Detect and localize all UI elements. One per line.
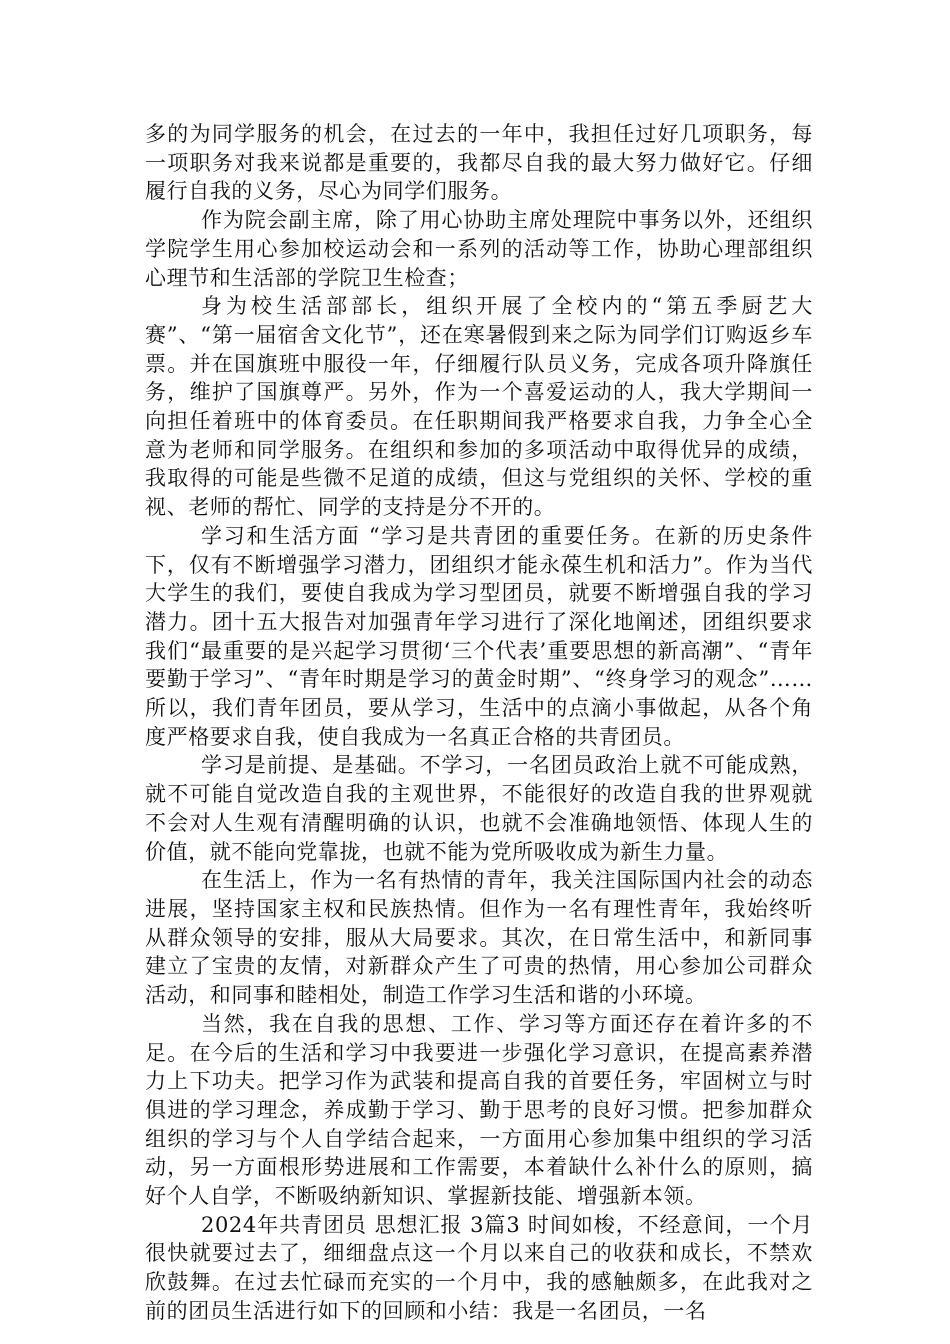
paragraph-7: 当然，我在自我的思想、工作、学习等方面还存在着许多的不足。在今后的生活和学习中我要进一步强化学习意识，在提高素养潜力上下功夫。把学习作为武装和提高自我的首要任务，牢固树立与时俱进的学习理念，养成勤于学习、勤于思考的良好习惯。把参加群众组织的学习与个人自学结合起来，一方面用心参加集中组织的学习活动，另一方面根形势进展和工作需要，本着缺什么补什么的原则，搞好个人自学，不断吸纳新知识、掌握新技能、增强新本领。 [145,1011,813,1209]
paragraph-2: 作为院会副主席，除了用心协助主席处理院中事务以外，还组织学院学生用心参加校运动会和一系列的活动等工作，协助心理部组织心理节和生活部的学院卫生检查； [145,208,813,290]
document-page [145,120,813,1326]
paragraph-5: 学习是前提、是基础。不学习，一名团员政治上就不可能成熟，就不可能自觉改造自我的主观世界，不能很好的改造自我的世界观就不会对人生观有清醒明确的认识，也就不会准确地领悟、体现人生的价值，就不能向党靠拢，也就不能为党所吸收成为新生力量。 [145,753,813,864]
paragraph-1: 多的为同学服务的机会，在过去的一年中，我担任过好几项职务，每一项职务对我来说都是重要的，我都尽自我的最大努力做好它。仔细履行自我的义务，尽心为同学们服务。 [145,122,813,204]
paragraph-6: 在生活上，作为一名有热情的青年，我关注国际国内社会的动态进展，坚持国家主权和民族热情。但作为一名有理性青年，我始终听从群众领导的安排，服从大局要求。其次，在日常生活中，和新同事建立了宝贵的友情，对新群众产生了可贵的热情，用心参加公司群众活动，和同事和睦相处，制造工作学习生活和谐的小环境。 [145,868,813,1008]
paragraph-4: 学习和生活方面 “学习是共青团的重要任务。在新的历史条件下，仅有不断增强学习潜力，团组织才能永葆生机和活力”。作为当代大学生的我们，要使自我成为学习型团员，就要不断增强自我的学习潜力。团十五大报告对加强青年学习进行了深化地阐述，团组织要求我们“最重要的是兴起学习贯彻‘三个代表’重要思想的新高潮”、“青年要勤于学习”、“青年时期是学习的黄金时期”、“终身学习的观念”……所以，我们青年团员，要从学习，生活中的点滴小事做起，从各个角度严格要求自我，使自我成为一名真正合格的共青团员。 [145,523,813,749]
paragraph-8: 2024年共青团员 思想汇报 3篇3 时间如梭，不经意间，一个月很快就要过去了，细细盘点这一个月以来自己的收获和成长，不禁欢欣鼓舞。在过去忙碌而充实的一个月中，我的感触颇多，在此我对之前的团员生活进行如下的回顾和小结：我是一名团员，一名 [145,1212,813,1323]
paragraph-3: 身为校生活部部长，组织开展了全校内的“第五季厨艺大赛”、“第一届宿舍文化节”，还在寒暑假到来之际为同学们订购返乡车票。并在国旗班中服役一年，仔细履行队员义务，完成各项升降旗任务，维护了国旗尊严。另外，作为一个喜爱运动的人，我大学期间一向担任着班中的体育委员。在任职期间我严格要求自我，力争全心全意为老师和同学服务。在组织和参加的多项活动中取得优异的成绩，我取得的可能是些微不足道的成绩，但这与党组织的关怀、学校的重视、老师的帮忙、同学的支持是分不开的。 [145,294,813,520]
